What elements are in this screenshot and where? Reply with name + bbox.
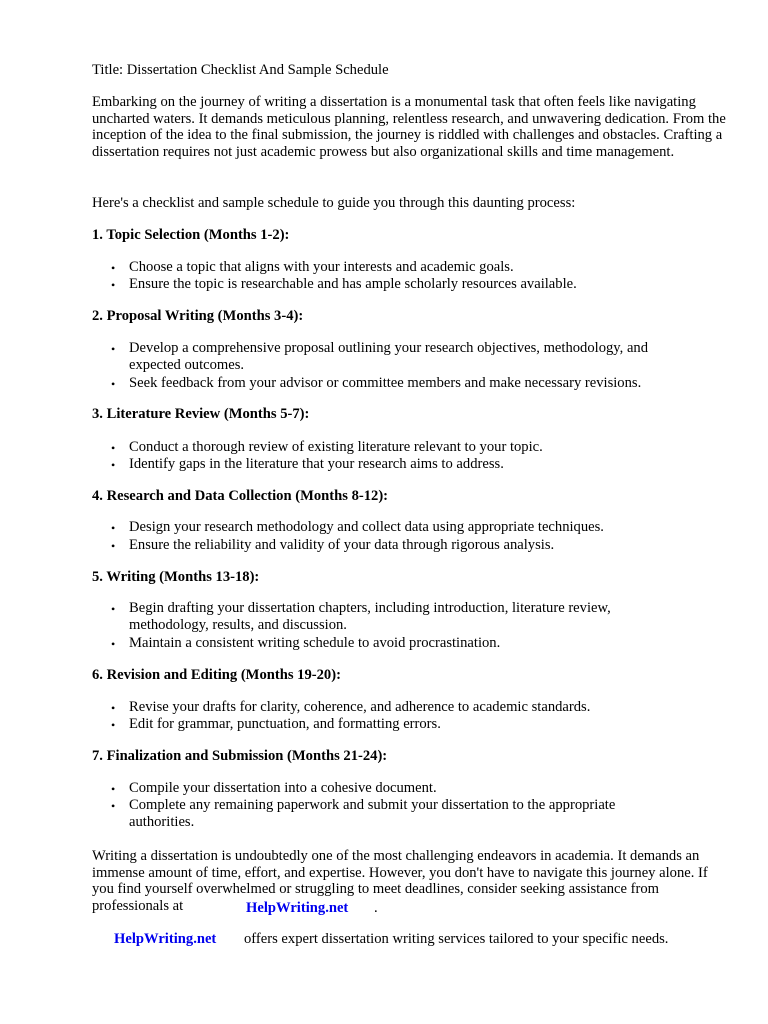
- bullet-icon: •: [111, 458, 116, 472]
- list-item: [111, 716, 720, 733]
- closing-paragraph: Writing a dissertation is undoubtedly one of the most challenging endeavors in academia. It demands an immense amount of time, effort, and expertise. However, you don't have to navigate this journey alone. If you find yourself overwhelmed or struggling to meet deadlines, consider seeking assistance from professionals at: [92, 848, 708, 914]
- list-item: [111, 699, 720, 716]
- section-heading-literature-review: 3. Literature Review (Months 5-7):: [92, 406, 310, 422]
- helpwriting-link-final[interactable]: HelpWriting.net: [114, 931, 217, 947]
- list-item-text: Ensure the reliability and validity of your data through rigorous analysis.: [129, 537, 555, 553]
- helpwriting-link[interactable]: HelpWriting.net: [246, 900, 349, 916]
- list-item: [111, 519, 720, 536]
- section-heading-writing: 5. Writing (Months 13-18):: [92, 569, 260, 585]
- list-item-text: Identify gaps in the literature that your research aims to address.: [129, 456, 504, 472]
- bullet-icon: •: [111, 637, 116, 651]
- intro-paragraph: Embarking on the journey of writing a dissertation is a monumental task that often feels like navigating uncharted waters. It demands meticulous planning, relentless research, and unwavering dedication. From the inception of the idea to the final submission, the journey is riddled with challenges and obstacles. Crafting a dissertation requires not just academic prowess but also organizational skills and time management.: [92, 94, 726, 160]
- list-item-text: Complete any remaining paperwork and submit your dissertation to the appropriate authorities.: [129, 797, 616, 830]
- guide-sentence: Here's a checklist and sample schedule to guide you through this daunting process:: [92, 195, 576, 211]
- list-item: [111, 340, 695, 373]
- list-item: [111, 456, 720, 473]
- section-heading-finalization-submission: 7. Finalization and Submission (Months 21-24):: [92, 748, 388, 764]
- bullet-icon: •: [111, 342, 116, 356]
- list-item-text: Conduct a thorough review of existing literature relevant to your topic.: [129, 439, 543, 455]
- list-item-text: Choose a topic that aligns with your interests and academic goals.: [129, 259, 514, 275]
- bullet-icon: •: [111, 782, 116, 796]
- list-item: [111, 600, 660, 633]
- bullet-icon: •: [111, 799, 116, 813]
- list-item-text: Ensure the topic is researchable and has ample scholarly resources available.: [129, 276, 577, 292]
- list-item: [111, 780, 720, 797]
- bullet-icon: •: [111, 539, 116, 553]
- list-item: [111, 276, 720, 293]
- list-item-text: Develop a comprehensive proposal outlining your research objectives, methodology, and expected outcomes.: [129, 340, 649, 373]
- list-item-text: Begin drafting your dissertation chapters, including introduction, literature review, methodology, results, and discussion.: [129, 600, 611, 633]
- section-heading-proposal-writing: 2. Proposal Writing (Months 3-4):: [92, 308, 304, 324]
- list-item: [111, 537, 720, 554]
- bullet-icon: •: [111, 261, 116, 275]
- list-item-text: Seek feedback from your advisor or committee members and make necessary revisions.: [129, 375, 642, 391]
- section-heading-topic-selection: 1. Topic Selection (Months 1-2):: [92, 227, 290, 243]
- list-item-text: Compile your dissertation into a cohesive document.: [129, 780, 437, 796]
- document-title: Title: Dissertation Checklist And Sample Schedule: [92, 62, 389, 78]
- section-heading-research-data-collection: 4. Research and Data Collection (Months 8-12):: [92, 488, 389, 504]
- list-item-text: Revise your drafts for clarity, coherence, and adherence to academic standards.: [129, 699, 591, 715]
- list-item-text: Edit for grammar, punctuation, and formatting errors.: [129, 716, 441, 732]
- list-item: [111, 439, 720, 456]
- bullet-icon: •: [111, 377, 116, 391]
- list-item-text: Design your research methodology and collect data using appropriate techniques.: [129, 519, 604, 535]
- bullet-icon: •: [111, 278, 116, 292]
- final-sentence: offers expert dissertation writing services tailored to your specific needs.: [244, 931, 669, 947]
- bullet-icon: •: [111, 521, 116, 535]
- bullet-icon: •: [111, 701, 116, 715]
- list-item-text: Maintain a consistent writing schedule to avoid procrastination.: [129, 635, 501, 651]
- section-heading-revision-editing: 6. Revision and Editing (Months 19-20):: [92, 667, 341, 683]
- list-item: [111, 797, 660, 830]
- bullet-icon: •: [111, 718, 116, 732]
- closing-period: .: [374, 900, 378, 916]
- bullet-icon: •: [111, 441, 116, 455]
- list-item: [111, 375, 720, 392]
- list-item: [111, 259, 720, 276]
- bullet-icon: •: [111, 602, 116, 616]
- list-item: [111, 635, 720, 652]
